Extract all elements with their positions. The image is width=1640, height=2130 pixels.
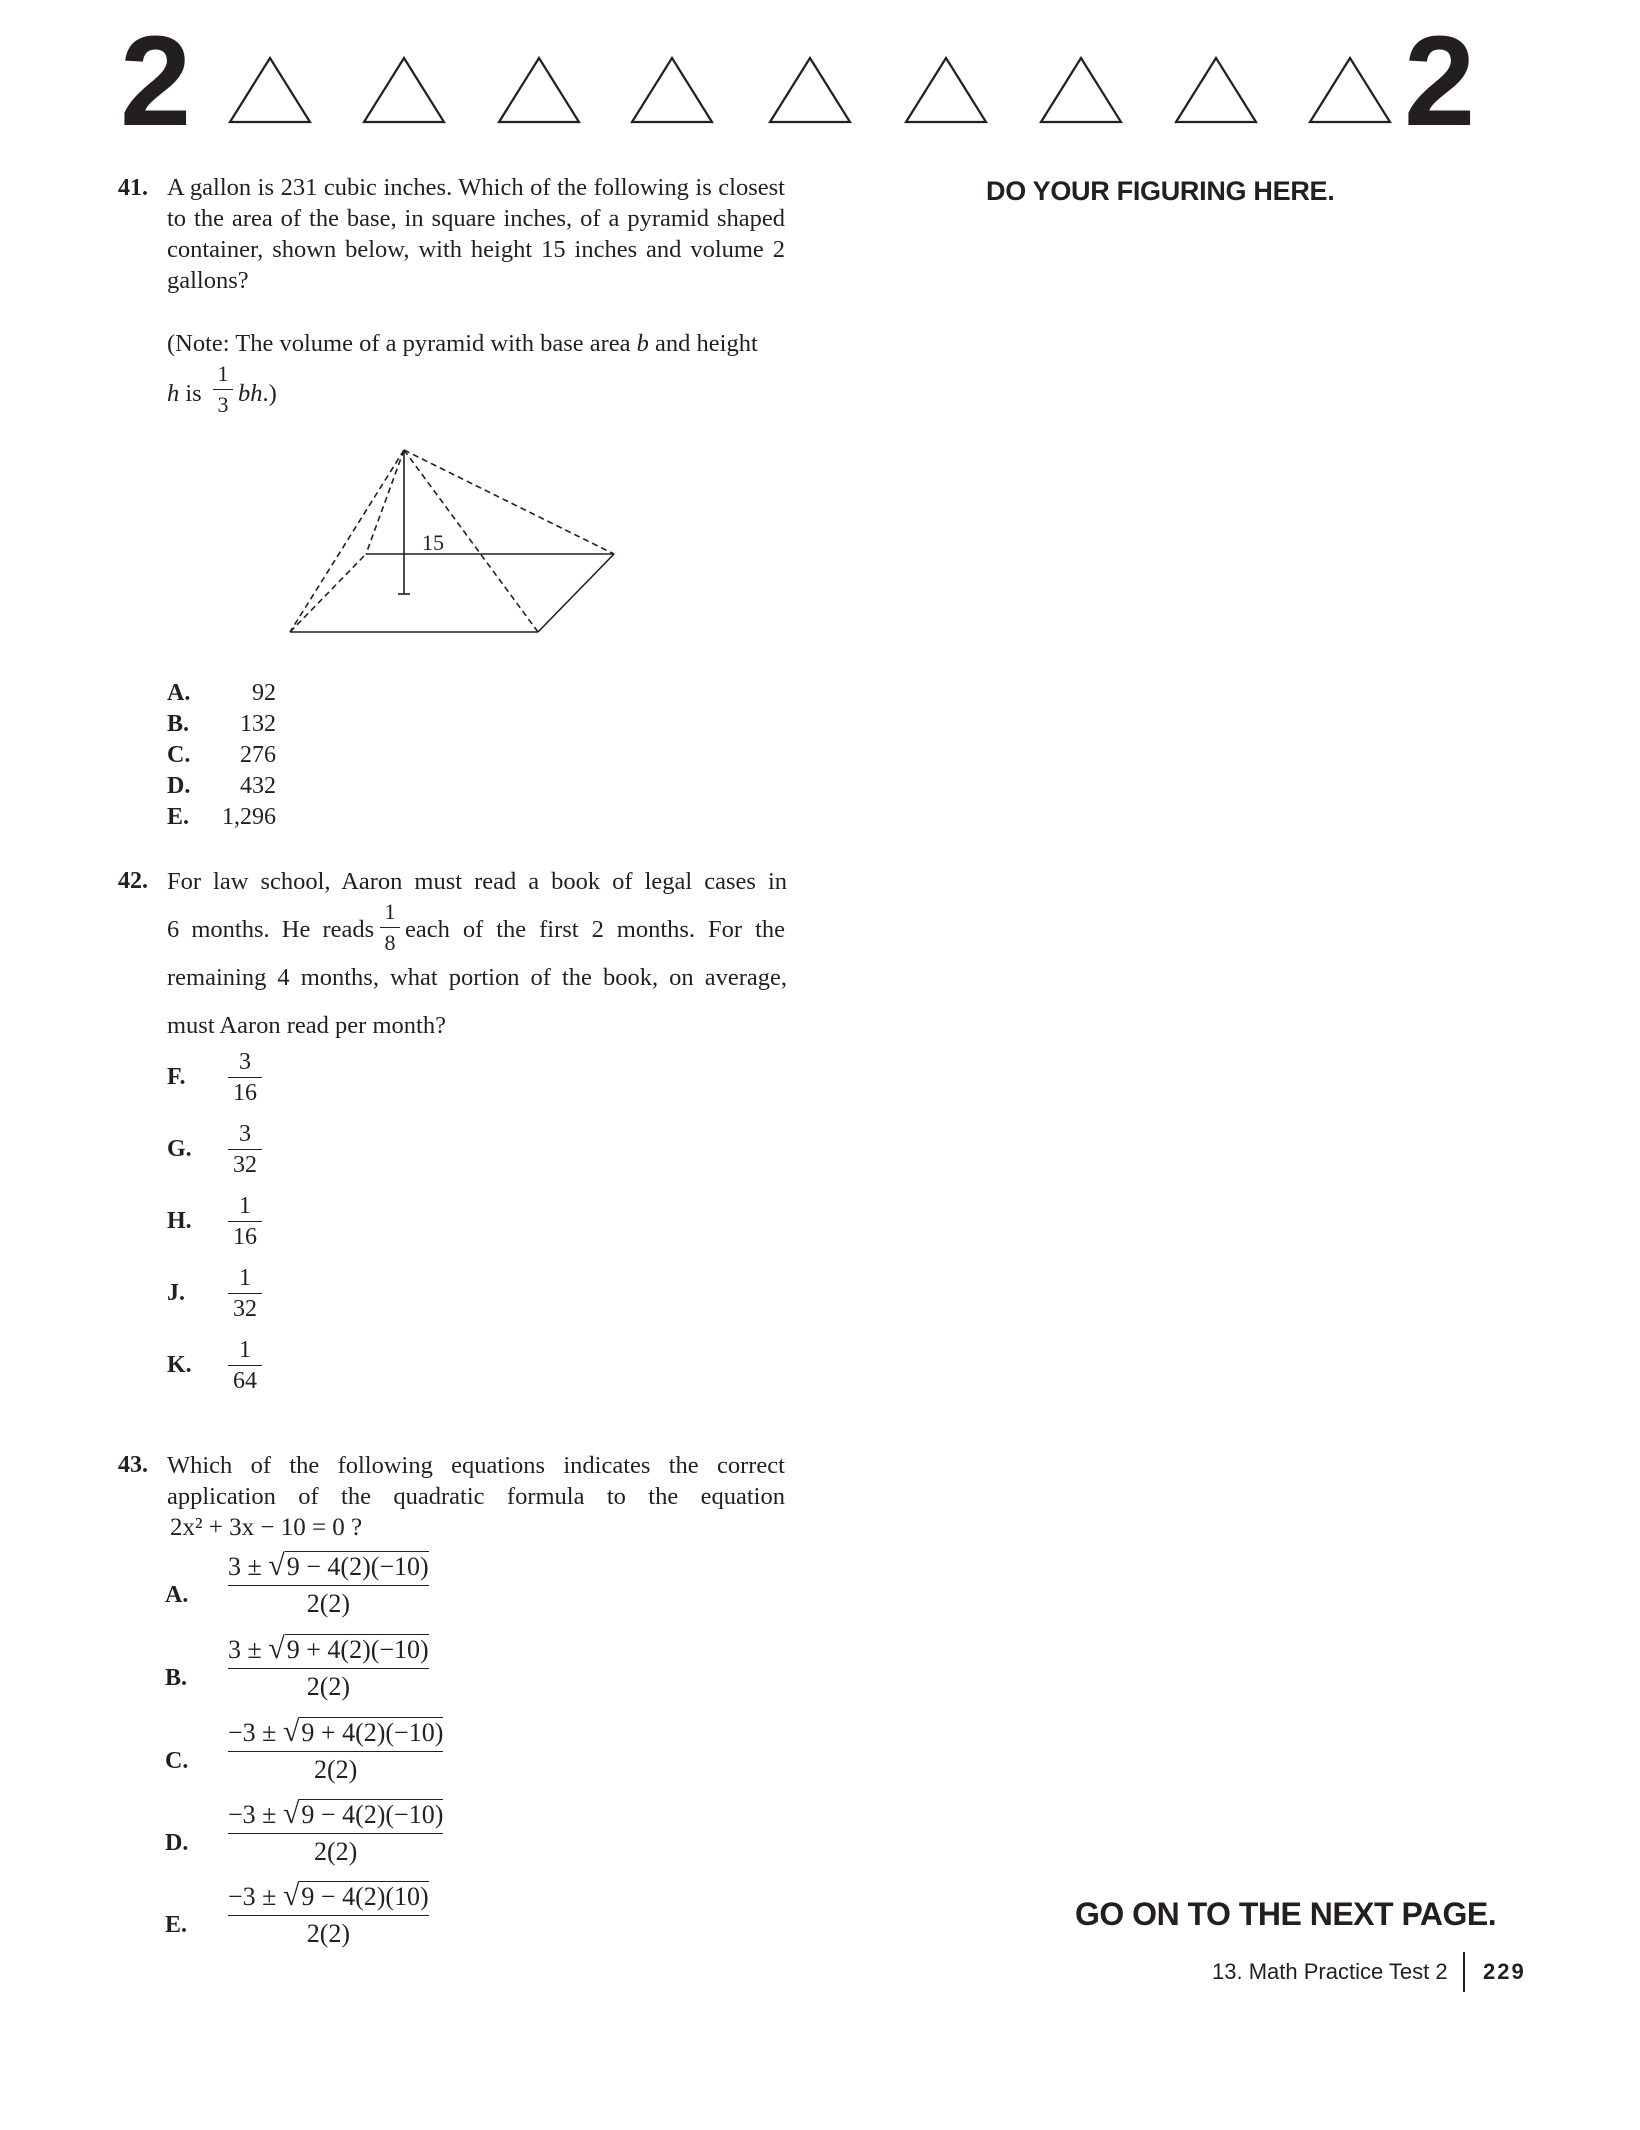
option-letter[interactable]: G. [167,1136,192,1162]
option-formula[interactable]: 3 ± √9 − 4(2)(−10) 2(2) [228,1549,429,1618]
option-fraction[interactable]: 3 16 [228,1048,262,1107]
option-value[interactable]: 276 [240,742,276,768]
question-42-line2b: each of the first 2 months. For the [405,916,785,943]
section-header [0,0,1640,160]
triangle-icon [770,58,850,122]
page-number: 229 [1483,1959,1526,1984]
triangle-icon [1176,58,1256,122]
option-fraction[interactable]: 3 32 [228,1120,262,1179]
question-42-line4: must Aaron read per month? [167,1012,446,1039]
question-number-42: 42. [118,868,148,894]
triangle-icon [1041,58,1121,122]
option-letter[interactable]: E. [167,804,190,830]
option-formula[interactable]: −3 ± √9 − 4(2)(10) 2(2) [228,1879,429,1948]
option-value[interactable]: 132 [240,711,276,737]
reading-fraction: 1 8 [380,898,400,957]
option-letter[interactable]: B. [165,1665,188,1691]
option-letter[interactable]: B. [167,711,190,737]
question-43-text: Which of the following equations indicates the correct application of the quadratic formula to the equation [167,1452,785,1510]
option-letter[interactable]: H. [167,1208,192,1234]
option-value[interactable]: 1,296 [222,804,276,830]
question-number-41: 41. [118,175,148,201]
question-number-43: 43. [118,1452,148,1478]
figuring-label: DO YOUR FIGURING HERE. [986,176,1335,206]
option-fraction[interactable]: 1 32 [228,1264,262,1323]
question-41-note-line1: (Note: The volume of a pyramid with base area b and height [167,330,758,357]
footer-divider [1463,1952,1465,1992]
option-letter[interactable]: A. [165,1582,189,1608]
question-42-line1: For law school, Aaron must read a book of legal cases in [167,868,787,895]
triangle-icon [364,58,444,122]
height-label: 15 [422,530,444,555]
question-42-line2a: 6 months. He reads [167,916,375,943]
triangle-row [0,0,1640,160]
option-formula[interactable]: −3 ± √9 + 4(2)(−10) 2(2) [228,1715,444,1784]
option-letter[interactable]: C. [165,1748,189,1774]
question-41-note-line2: h is [167,380,202,407]
option-formula[interactable]: −3 ± √9 − 4(2)(−10) 2(2) [228,1797,444,1866]
question-41-text: A gallon is 231 cubic inches. Which of the following is closest to the area of the base, in square inches, of a pyramid shaped container, shown below, with height 15 inches and volume 2 gallons? [167,174,785,294]
triangle-icon [230,58,310,122]
section-number-left: 2 [120,10,192,153]
pyramid-diagram [280,440,620,640]
chapter-label: 13. Math Practice Test 2 [1212,1959,1448,1984]
note-fraction: 1 3 [213,360,233,419]
question-43-equation: 2x² + 3x − 10 = 0 ? [170,1514,363,1541]
question-41-note-bh: bh.) [238,380,277,407]
triangle-icon [499,58,579,122]
triangle-icon [906,58,986,122]
option-letter[interactable]: D. [165,1830,189,1856]
triangle-icon [1310,58,1390,122]
go-on-label: GO ON TO THE NEXT PAGE. [1075,1896,1497,1932]
option-letter[interactable]: A. [167,680,191,706]
option-fraction[interactable]: 1 64 [228,1336,262,1395]
option-fraction[interactable]: 1 16 [228,1192,262,1251]
option-value[interactable]: 92 [252,680,276,706]
question-42-line3: remaining 4 months, what portion of the book, on average, [167,964,787,991]
section-number-right: 2 [1404,10,1476,153]
option-formula[interactable]: 3 ± √9 + 4(2)(−10) 2(2) [228,1632,429,1701]
option-letter[interactable]: K. [167,1352,192,1378]
triangle-icon [632,58,712,122]
option-letter[interactable]: E. [165,1912,188,1938]
option-value[interactable]: 432 [240,773,276,799]
option-letter[interactable]: F. [167,1064,186,1090]
option-letter[interactable]: C. [167,742,191,768]
option-letter[interactable]: J. [167,1280,185,1306]
option-letter[interactable]: D. [167,773,191,799]
